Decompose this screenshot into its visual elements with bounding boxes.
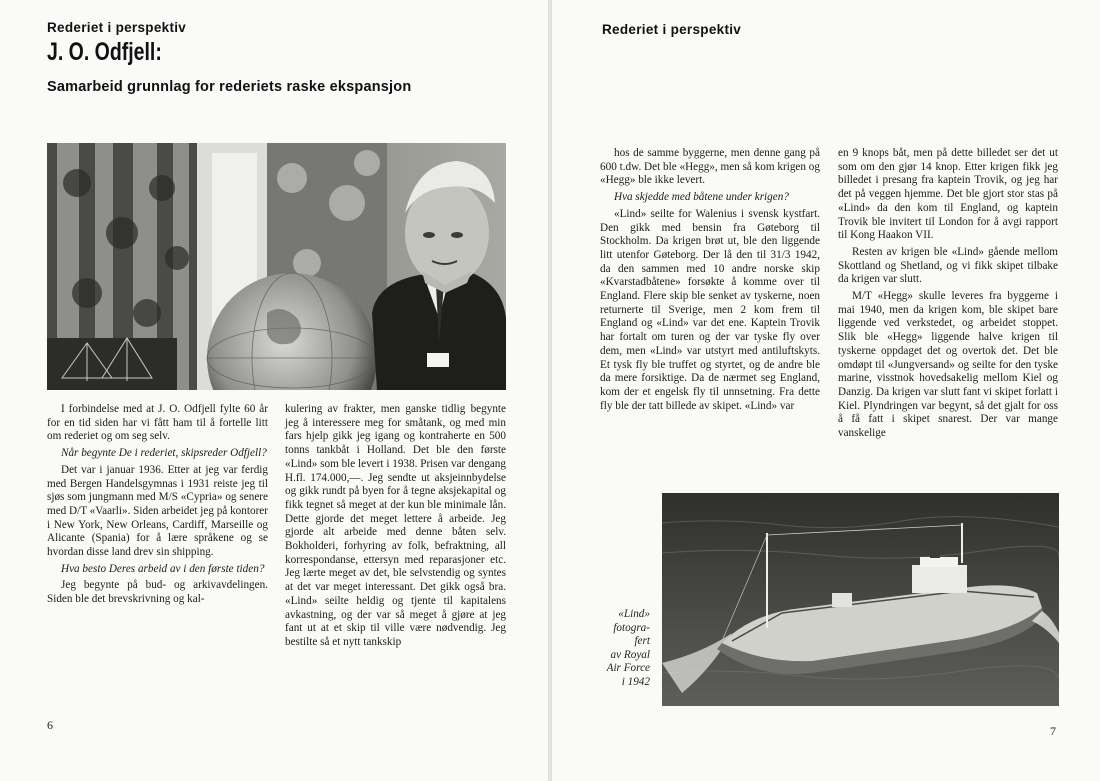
body-paragraph: I forbindelse med at J. O. Odfjell fylte 60 år for en tid siden har vi fått ham til å fortelle litt om rederiet og om seg selv. bbox=[47, 403, 268, 443]
interview-question: Hva besto Deres arbeid av i den første tiden? bbox=[61, 562, 265, 575]
caption-line: i 1942 bbox=[621, 675, 650, 688]
caption-line: «Lind» bbox=[618, 608, 650, 620]
body-paragraph: Det var i januar 1936. Etter at jeg var ferdig med Bergen Handelsgymnas i 1931 reiste jeg til sjøs som jungmann med M/S «Cypria» og senere med D/T «Vaarli». Siden arbeidet jeg på kontorer i New York, New Orleans, Cardiff, Marseille og Alicante (Spania) for å lære språkene og se hvordan disse land drev sin shipping. bbox=[47, 463, 268, 559]
body-paragraph: en 9 knops båt, men på dette billedet ser det ut som om den gjør 14 knop. Etter krigen fikk jeg billedet i presang fra kaptein Trovik, og jeg har det på veggen hjemme. Det ble gjort stor stas på «Lind» da den kom til England, og kaptein Trovik ble invitert til London for å avgi rapport til Kong Haakon VII. bbox=[838, 147, 1058, 242]
caption-line: fert bbox=[634, 635, 650, 648]
interview-question: Hva skjedde med båtene under krigen? bbox=[614, 191, 789, 204]
photo-caption bbox=[576, 608, 650, 690]
article-subtitle: Samarbeid grunnlag for rederiets raske ekspansjon bbox=[47, 79, 412, 95]
body-paragraph: Jeg begynte på bud- og arkivavdelingen. Siden ble det brevskrivning og kal- bbox=[47, 579, 268, 606]
page-number: 6 bbox=[47, 718, 53, 732]
portrait-photo bbox=[47, 143, 506, 390]
caption-line: fotogra- bbox=[613, 621, 650, 634]
body-paragraph: M/T «Hegg» skulle leveres fra byggerne i mai 1940, men da krigen kom, ble skipet bare liggende ved verkstedet, og arbeidet stoppet. Slik ble «Hegg» liggende halve krigen til tyskerne oppdaget det og overtok det. Det ble omdøpt til «Jungversand» og seilte for den tyske marine, visstnok hovedsakelig mellom Kiel og Danzig. Da krigen var slutt fant vi skipet forlatt i Kiel. Plyndringen var begynt, så det gjalt for oss å få fatt i skipet snarest. Der var mange vanskelige bbox=[838, 290, 1058, 440]
text-column bbox=[285, 403, 506, 653]
body-paragraph: «Lind» seilte for Walenius i svensk kystfart. Den gikk med bensin fra Gøteborg til Stockholm. Da krigen brøt ut, ble den liggende litt utenfor Gøteborg. Der lå den til 31/3 1942, da den sammen med 10 andre norske skip «Kvarstadbåtene» forsøkte å komme over til England. Flere skip ble senket av tyskerne, noen returnerte til Sverige, men 2 kom frem til England og «Lind» var det ene. Kaptein Trovik har fortalt om turen og der var tyske fly over dem, men «Lind» var utstyrt med antiluftskyts. Et tysk fly ble truffet og styrtet, og de andre ble da mere forsiktige. Da de nærmet seg England, kom der et engelsk fly til unnsetning. Fra dette fly ble der tatt billede av skipet. «Lind» var bbox=[600, 207, 820, 412]
page-number: 7 bbox=[1050, 724, 1056, 738]
section-label: Rederiet i perspektiv bbox=[47, 20, 187, 35]
text-column bbox=[600, 147, 820, 416]
body-paragraph: hos de samme byggerne, men denne gang på 600 t.dw. Det ble «Hegg», men så kom krigen og «Hegg» ble ikke levert. bbox=[600, 147, 820, 187]
ship-photo bbox=[662, 493, 1059, 706]
body-paragraph: kulering av frakter, men ganske tidlig begynte jeg å interessere meg for småtank, og med min fars hjelp gikk jeg igang og kontraherte en 500 tonns tankbåt i Holland. Det ble den første «Lind» som ble levert i 1938. Prisen var dengang H.fl. 174.000,—. Jeg sendte ut aksjeinnbydelse og gikk rundt på byen for å tegne aksjekapital og fikk tegnet så meget at der kun ble minimale lån. Dette gjorde det meget lettere å arbeide. Jeg gjorde alt arbeide med denne båten selv. Bokholderi, forhyring av folk, befraktning, all korrespondanse, ettersyn med reparasjoner etc. Jeg lærte meget av det, ble selvstendig og syntes at det var meget interessant. Det gikk også bra. «Lind» seilte heldig og tjente til kapitalens avkastning, og der var så meget å gjøre at jeg fant ut at et skip til ville være nødvendig. Jeg bestilte så et nytt tankskip bbox=[285, 403, 506, 648]
text-column bbox=[47, 403, 268, 610]
body-paragraph: Resten av krigen ble «Lind» gående mellom Skottland og Shetland, og vi fikk skipet tilbake da krigen var slutt. bbox=[838, 245, 1058, 286]
left-page bbox=[0, 0, 548, 781]
article-title: J. O. Odfjell: bbox=[47, 38, 162, 66]
interview-question: Når begynte De i rederiet, skipsreder Odfjell? bbox=[61, 447, 267, 460]
section-label: Rederiet i perspektiv bbox=[602, 22, 742, 37]
right-page bbox=[552, 0, 1100, 781]
caption-line: Air Force bbox=[606, 662, 650, 675]
text-column bbox=[838, 147, 1058, 444]
caption-line: av Royal bbox=[610, 648, 650, 661]
